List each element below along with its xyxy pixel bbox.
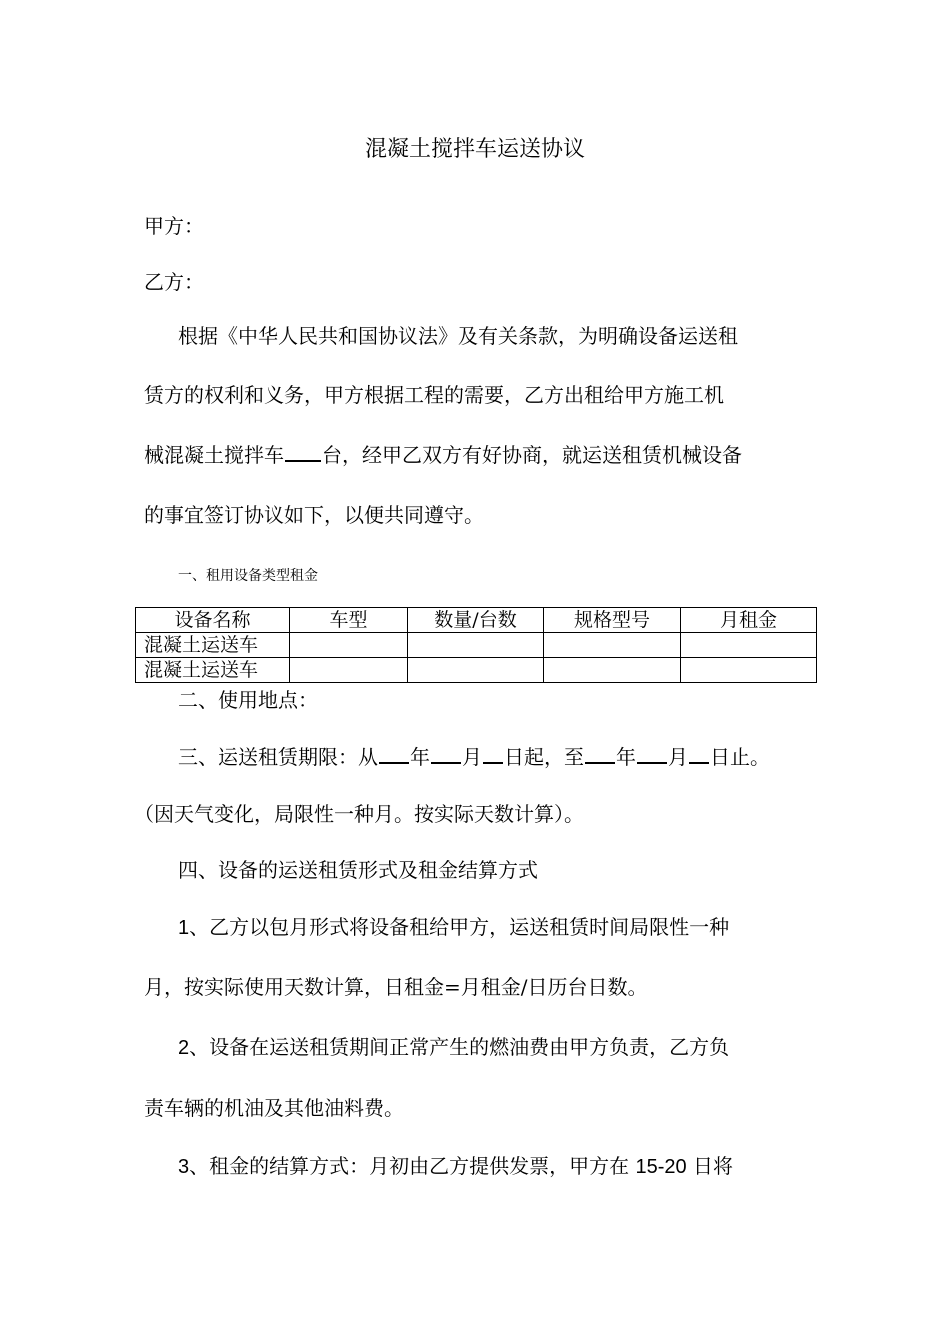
end-day-blank [689,742,709,764]
item-1-line-1 [178,913,729,942]
end-year-label: 年 [616,745,636,769]
table-row [136,633,817,658]
intro-line-3-text-a: 械混凝土搅拌车 [144,443,284,467]
item-2-line-1 [178,1033,729,1062]
cell-quantity [408,658,544,683]
cell-equipment-name: 混凝土运送车 [136,658,290,683]
end-month-label: 月 [668,745,688,769]
intro-line-3-text-b: 台，经甲乙双方有好协商，就运送租赁机械设备 [322,443,742,467]
item-2-text: 、设备在运送租赁期间正常产生的燃油费由甲方负责，乙方负 [189,1035,730,1059]
section-2-heading: 二、使用地点： [178,688,318,712]
cell-spec-model [544,658,681,683]
item-1-line-2: 月，按实际使用天数计算，日租金=月租金/日历台日数。 [144,975,648,999]
document-title: 混凝土搅拌车运送协议 [364,137,585,162]
section-1-heading: 一、租用设备类型租金 [178,568,318,584]
intro-line-1: 根据《中华人民共和国协议法》及有关条款，为明确设备运送租 [178,324,738,348]
end-day-label: 日止。 [710,745,770,769]
cell-vehicle-type [290,633,408,658]
header-monthly-rent: 月租金 [681,608,817,633]
cell-monthly-rent [681,633,817,658]
end-year-blank [585,742,615,764]
intro-line-3 [144,440,742,469]
start-month-blank [431,742,461,764]
header-vehicle-type: 车型 [290,608,408,633]
item-3-line-1 [178,1152,733,1181]
cell-spec-model [544,633,681,658]
header-equipment-name: 设备名称 [136,608,290,633]
end-month-blank [637,742,667,764]
party-a-label: 甲方： [144,214,204,238]
intro-line-2: 赁方的权利和义务，甲方根据工程的需要，乙方出租给甲方施工机 [144,383,724,407]
table-row [136,658,817,683]
cell-equipment-name: 混凝土运送车 [136,633,290,658]
item-2-number: 2 [178,1037,190,1059]
item-3-day-range: 15-20 [635,1156,687,1178]
section-3-prefix: 三、运送租赁期限：从 [178,745,378,769]
cell-vehicle-type [290,658,408,683]
item-1-text: 、乙方以包月形式将设备租给甲方，运送租赁时间局限性一种 [189,915,730,939]
header-quantity: 数量/台数 [408,608,544,633]
equipment-table [135,607,817,683]
quantity-blank [285,440,321,462]
start-year-blank [379,742,409,764]
item-3-text-b: 日将 [693,1154,733,1178]
item-3-number: 3 [178,1156,190,1178]
cell-quantity [408,633,544,658]
start-month-label: 月 [462,745,482,769]
start-day-label: 日起，至 [504,745,584,769]
cell-monthly-rent [681,658,817,683]
item-3-text-a: 、租金的结算方式：月初由乙方提供发票，甲方在 [189,1154,630,1178]
party-b-label: 乙方： [144,270,204,294]
header-spec-model: 规格型号 [544,608,681,633]
item-2-line-2: 责车辆的机油及其他油料费。 [144,1096,404,1120]
item-1-number: 1 [178,917,190,939]
intro-line-4: 的事宜签订协议如下，以便共同遵守。 [144,503,484,527]
start-year-label: 年 [410,745,430,769]
start-day-blank [483,742,503,764]
section-3-note: （因天气变化，局限性一种月。按实际天数计算）。 [134,802,584,826]
table-header-row [136,608,817,633]
section-4-heading: 四、设备的运送租赁形式及租金结算方式 [178,858,538,882]
section-3-period [178,742,770,771]
